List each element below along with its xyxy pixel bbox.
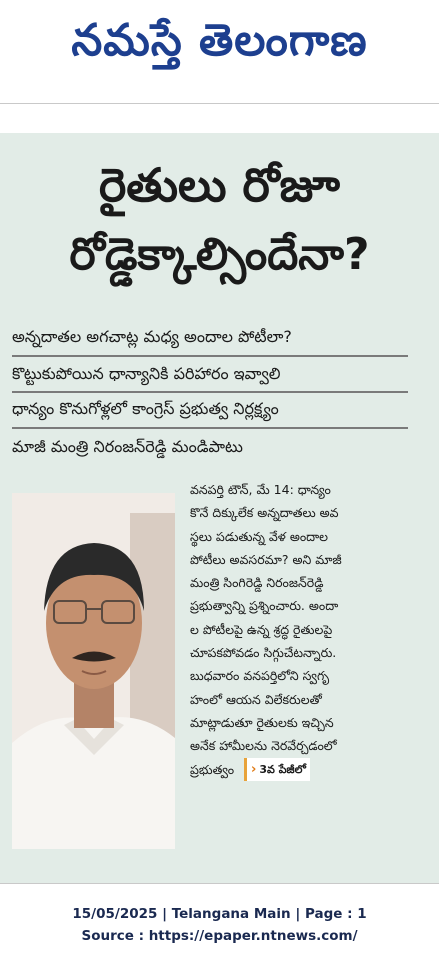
body-line: మంత్రి సింగిరెడ్డి నిరంజన్‌రెడ్డి (190, 575, 324, 591)
footer-divider (0, 883, 439, 884)
masthead-divider (0, 103, 439, 104)
portrait-illustration (12, 493, 175, 849)
body-line: చూపకపోవడం సిగ్గుచేటన్నారు. (190, 645, 337, 661)
chevron-right-icon: › (251, 761, 257, 777)
subhead-1: అన్నదాతల అగచాట్ల మధ్య అందాల పోటీలా? (12, 327, 292, 346)
news-article (0, 133, 439, 883)
body-line: ల పోటీలపై ఉన్న శ్రద్ధ రైతులపై (190, 621, 333, 637)
subhead-divider (12, 391, 408, 393)
portrait-photo (12, 493, 175, 849)
subhead-4: మాజీ మంత్రి నిరంజన్‌రెడ్డి మండిపాటు (12, 437, 243, 456)
footer-date-edition: 15/05/2025 | Telangana Main | Page : 1 (72, 906, 367, 922)
body-line: మాట్లాడుతూ రైతులకు ఇచ్చిన (190, 714, 334, 730)
body-line: హంలో ఆయన విలేకరులతో (190, 691, 322, 707)
body-line: బుధవారం వనపర్తిలోని స్వగృ (190, 668, 330, 684)
body-line: కొనే దిక్కులేక అన్నదాతలు అవ (190, 505, 339, 521)
body-line: పోటీలు అవసరమా? అని మాజీ (190, 551, 342, 567)
body-line: అనేక హామీలను నెరవేర్చడంలో (190, 738, 337, 754)
footer-source: Source : https://epaper.ntnews.com/ (81, 928, 358, 944)
body-line: ప్రభుత్వాన్ని ప్రశ్నించారు. అందా (190, 598, 339, 614)
continued-on-page (244, 758, 310, 781)
subhead-2: కొట్టుకుపోయిన ధాన్యానికి పరిహారం ఇవ్వాలి (12, 364, 281, 383)
article-body (190, 478, 395, 781)
subhead-divider (12, 355, 408, 357)
body-last-line (190, 758, 395, 781)
body-line: స్థలు పడుతున్న వేళ అందాల (190, 528, 329, 544)
subhead-divider (12, 427, 408, 429)
headline-line-2: రోడ్డెక్కాల్సిందేనా? (69, 229, 370, 280)
subhead-3: ధాన్యం కొనుగోళ్లలో కాంగ్రెస్ ప్రభుత్వ నిర్లక్ష్యం (12, 399, 279, 418)
body-line: ప్రభుత్వం (190, 761, 235, 777)
newspaper-title: నమస్తే తెలంగాణ (71, 15, 368, 66)
headline-line-1: రైతులు రోజూ (99, 158, 340, 212)
body-line: వనపర్తి టౌన్, మే 14: ధాన్యం (190, 482, 331, 497)
continued-label: 3వ పేజీలో (259, 762, 306, 776)
masthead (0, 0, 439, 92)
